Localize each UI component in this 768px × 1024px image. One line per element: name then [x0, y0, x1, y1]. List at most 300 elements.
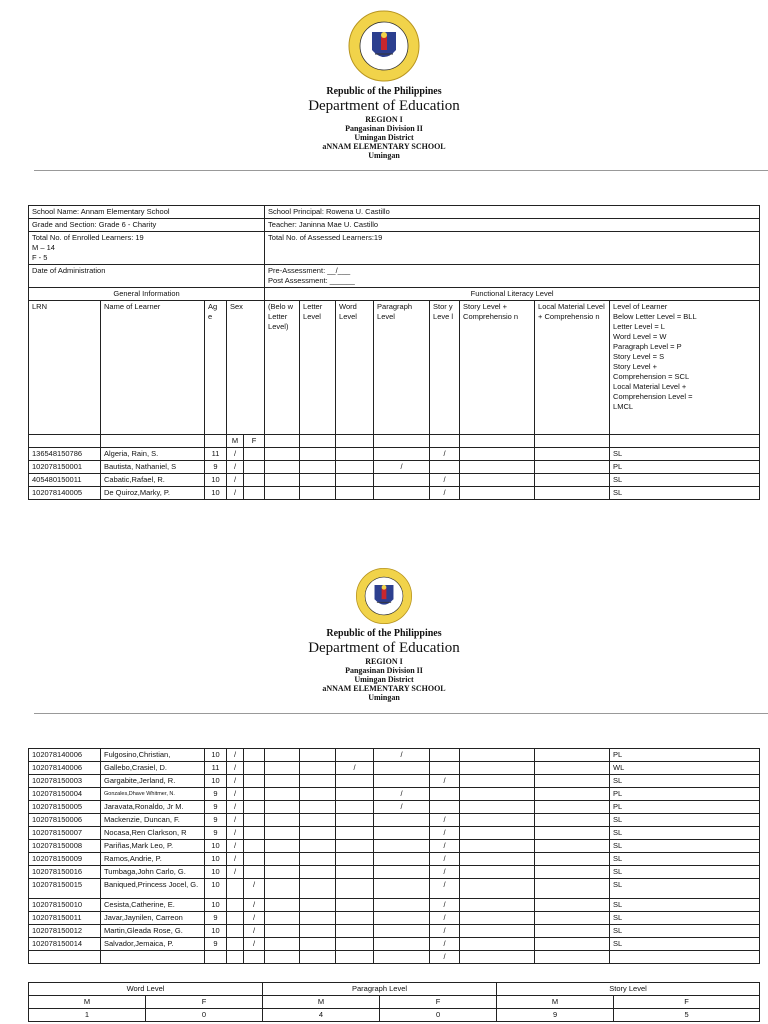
summary-value: 1 — [29, 1009, 146, 1022]
learner-name-cell: De Quiroz,Marky, P. — [101, 487, 205, 500]
summary-value: 0 — [380, 1009, 497, 1022]
sex-f-cell — [244, 814, 265, 827]
story-comp-cell — [460, 814, 535, 827]
legend-item: Story Level + — [613, 362, 658, 371]
word-cell — [336, 461, 374, 474]
summary-f: F — [614, 996, 760, 1009]
col-sex: Sex — [227, 301, 265, 435]
local-material-cell — [535, 938, 610, 951]
learner-name-cell: Jaravata,Ronaldo, Jr M. — [101, 801, 205, 814]
sex-m-cell — [227, 938, 244, 951]
header-divider — [34, 713, 768, 714]
letter-cell — [300, 775, 336, 788]
story-cell: / — [430, 866, 460, 879]
sex-m-cell: / — [227, 775, 244, 788]
story-cell — [430, 461, 460, 474]
word-cell — [336, 788, 374, 801]
sex-m-cell: / — [227, 487, 244, 500]
local-material-cell — [535, 749, 610, 762]
age-cell: 9 — [205, 814, 227, 827]
letter-cell — [300, 840, 336, 853]
col-name: Name of Learner — [101, 301, 205, 435]
learner-name-cell: Fulgosino,Christian, — [101, 749, 205, 762]
sex-f-header: F — [244, 435, 265, 448]
below-letter-cell — [265, 775, 300, 788]
sex-f-cell: / — [244, 938, 265, 951]
level-cell: SL — [610, 866, 760, 879]
story-comp-cell — [460, 749, 535, 762]
paragraph-cell — [374, 474, 430, 487]
legend-item: Word Level = W — [613, 332, 667, 341]
sex-f-cell — [244, 866, 265, 879]
paragraph-cell — [374, 951, 430, 964]
table-row — [29, 827, 760, 840]
below-letter-cell — [265, 448, 300, 461]
level-cell: SL — [610, 879, 760, 899]
level-cell: PL — [610, 801, 760, 814]
table-row — [29, 866, 760, 879]
word-cell — [336, 474, 374, 487]
below-letter-cell — [265, 879, 300, 899]
level-cell: SL — [610, 448, 760, 461]
functional-literacy-heading: Functional Literacy Level — [265, 288, 760, 301]
paragraph-cell — [374, 827, 430, 840]
paragraph-cell — [374, 899, 430, 912]
word-cell — [336, 487, 374, 500]
age-cell: 9 — [205, 827, 227, 840]
sex-m-cell — [227, 951, 244, 964]
learner-name-cell: Gallebo,Crasiel, D. — [101, 762, 205, 775]
local-material-cell — [535, 827, 610, 840]
local-material-cell — [535, 899, 610, 912]
local-material-cell — [535, 814, 610, 827]
age-cell: 10 — [205, 925, 227, 938]
story-comp-cell — [460, 775, 535, 788]
legend-item: Comprehension Level = — [613, 392, 693, 401]
age-cell: 10 — [205, 749, 227, 762]
paragraph-cell — [374, 925, 430, 938]
summary-m: M — [263, 996, 380, 1009]
level-cell: SL — [610, 840, 760, 853]
enrolled-cell — [29, 232, 265, 265]
level-cell: SL — [610, 487, 760, 500]
sex-m-cell: / — [227, 448, 244, 461]
legend-item: Local Material Level + — [613, 382, 687, 391]
lrn-cell: 102078150016 — [29, 866, 101, 879]
local-material-cell — [535, 879, 610, 899]
age-cell: 11 — [205, 448, 227, 461]
sex-f-cell — [244, 853, 265, 866]
summary-table — [28, 982, 760, 1022]
deped-seal-icon — [349, 566, 419, 626]
local-material-cell — [535, 461, 610, 474]
story-comp-cell — [460, 938, 535, 951]
local-material-cell — [535, 762, 610, 775]
lrn-cell: 102078150006 — [29, 814, 101, 827]
division-text: Pangasinan Division II — [345, 666, 423, 675]
paragraph-cell — [374, 814, 430, 827]
level-cell: SL — [610, 775, 760, 788]
story-comp-cell — [460, 899, 535, 912]
principal-cell: School Principal: Rowena U. Castillo — [265, 206, 760, 219]
story-cell: / — [430, 925, 460, 938]
letter-cell — [300, 879, 336, 899]
age-cell: 10 — [205, 899, 227, 912]
lrn-cell: 102078150012 — [29, 925, 101, 938]
col-level-legend — [610, 301, 760, 435]
learner-name-cell: Cabatic,Rafael, R. — [101, 474, 205, 487]
age-cell: 11 — [205, 762, 227, 775]
sex-f-cell — [244, 840, 265, 853]
deped-seal-icon — [344, 8, 424, 84]
paragraph-cell — [374, 853, 430, 866]
sex-m-cell: / — [227, 474, 244, 487]
sex-f-cell — [244, 951, 265, 964]
sex-f-cell — [244, 749, 265, 762]
letter-cell — [300, 487, 336, 500]
age-cell: 9 — [205, 938, 227, 951]
story-comp-cell — [460, 474, 535, 487]
age-cell: 9 — [205, 461, 227, 474]
department-title: Department of Education — [308, 640, 460, 656]
table-row — [29, 749, 760, 762]
age-cell: 10 — [205, 866, 227, 879]
lrn-cell: 102078150001 — [29, 461, 101, 474]
pre-assessment: Pre-Assessment: __/___ — [268, 266, 351, 275]
level-cell: PL — [610, 749, 760, 762]
paragraph-cell — [374, 938, 430, 951]
story-comp-cell — [460, 840, 535, 853]
town-text: Umingan — [368, 693, 400, 702]
letter-cell — [300, 749, 336, 762]
legend-item: Comprehension = SCL — [613, 372, 690, 381]
lrn-cell: 102078150015 — [29, 879, 101, 899]
legend-title: Level of Learner — [613, 302, 668, 311]
table-row — [29, 461, 760, 474]
district-text: Umingan District — [354, 675, 414, 684]
summary-m: M — [497, 996, 614, 1009]
sex-f-cell — [244, 448, 265, 461]
level-cell: SL — [610, 912, 760, 925]
story-cell: / — [430, 775, 460, 788]
assessment-dates-cell — [265, 265, 760, 288]
level-cell: WL — [610, 762, 760, 775]
story-cell: / — [430, 899, 460, 912]
below-letter-cell — [265, 801, 300, 814]
table-row — [29, 801, 760, 814]
paragraph-cell — [374, 879, 430, 899]
word-cell — [336, 925, 374, 938]
division-text: Pangasinan Division II — [345, 124, 423, 133]
level-cell — [610, 951, 760, 964]
letter-cell — [300, 801, 336, 814]
story-comp-cell — [460, 448, 535, 461]
word-cell — [336, 814, 374, 827]
school-text: aNNAM ELEMENTARY SCHOOL — [322, 684, 446, 693]
age-cell: 9 — [205, 801, 227, 814]
assessed-cell: Total No. of Assessed Learners:19 — [265, 232, 760, 265]
letter-cell — [300, 951, 336, 964]
learner-name-cell: Martin,Gleada Rose, G. — [101, 925, 205, 938]
below-letter-cell — [265, 912, 300, 925]
story-comp-cell — [460, 461, 535, 474]
lrn-cell: 102078140006 — [29, 762, 101, 775]
sex-m-cell — [227, 925, 244, 938]
sex-f-cell: / — [244, 912, 265, 925]
below-letter-cell — [265, 762, 300, 775]
word-cell — [336, 951, 374, 964]
sex-m-cell: / — [227, 749, 244, 762]
story-cell: / — [430, 951, 460, 964]
letter-cell — [300, 448, 336, 461]
word-cell — [336, 448, 374, 461]
table-row — [29, 775, 760, 788]
lrn-cell: 136548150786 — [29, 448, 101, 461]
story-cell: / — [430, 474, 460, 487]
table-row — [29, 925, 760, 938]
lrn-cell: 405480150011 — [29, 474, 101, 487]
header-divider — [34, 170, 768, 171]
story-cell: / — [430, 448, 460, 461]
enrolled-total: Total No. of Enrolled Learners: 19 — [32, 233, 144, 242]
paragraph-cell: / — [374, 801, 430, 814]
paragraph-cell — [374, 866, 430, 879]
age-cell: 10 — [205, 840, 227, 853]
story-cell: / — [430, 814, 460, 827]
letter-cell — [300, 853, 336, 866]
level-cell: SL — [610, 899, 760, 912]
table-row — [29, 448, 760, 461]
word-cell: / — [336, 762, 374, 775]
table-row — [29, 912, 760, 925]
story-comp-cell — [460, 762, 535, 775]
table-row — [29, 788, 760, 801]
legend-item: Below Letter Level = BLL — [613, 312, 697, 321]
assessment-table-1 — [28, 205, 760, 500]
level-cell: SL — [610, 827, 760, 840]
lrn-cell: 102078150011 — [29, 912, 101, 925]
summary-m: M — [29, 996, 146, 1009]
sex-f-cell — [244, 474, 265, 487]
sex-m-cell: / — [227, 762, 244, 775]
republic-text: Republic of the Philippines — [326, 628, 442, 639]
enrolled-female: F - 5 — [32, 253, 48, 262]
legend-item: Paragraph Level = P — [613, 342, 682, 351]
summary-word-level: Word Level — [29, 983, 263, 996]
summary-value: 4 — [263, 1009, 380, 1022]
word-cell — [336, 938, 374, 951]
learner-name-cell: Cesista,Catherine, E. — [101, 899, 205, 912]
col-lrn: LRN — [29, 301, 101, 435]
lrn-cell: 102078150003 — [29, 775, 101, 788]
letter-cell — [300, 912, 336, 925]
word-cell — [336, 775, 374, 788]
age-cell: 10 — [205, 474, 227, 487]
below-letter-cell — [265, 487, 300, 500]
republic-text: Republic of the Philippines — [326, 86, 442, 97]
local-material-cell — [535, 951, 610, 964]
below-letter-cell — [265, 899, 300, 912]
lrn-cell: 102078140005 — [29, 487, 101, 500]
paragraph-cell: / — [374, 749, 430, 762]
summary-value: 5 — [614, 1009, 760, 1022]
school-text: aNNAM ELEMENTARY SCHOOL — [322, 142, 446, 151]
summary-paragraph-level: Paragraph Level — [263, 983, 497, 996]
age-cell — [205, 951, 227, 964]
story-cell — [430, 801, 460, 814]
enrolled-male: M – 14 — [32, 243, 55, 252]
below-letter-cell — [265, 866, 300, 879]
level-cell: SL — [610, 474, 760, 487]
sex-m-cell — [227, 899, 244, 912]
page1-header — [0, 8, 768, 160]
date-admin-cell: Date of Administration — [29, 265, 265, 288]
sex-f-cell — [244, 487, 265, 500]
sex-f-cell — [244, 827, 265, 840]
story-cell — [430, 762, 460, 775]
general-info-heading: General Information — [29, 288, 265, 301]
story-cell — [430, 788, 460, 801]
local-material-cell — [535, 801, 610, 814]
letter-cell — [300, 788, 336, 801]
lrn-cell — [29, 951, 101, 964]
age-cell: 10 — [205, 487, 227, 500]
sex-m-cell: / — [227, 788, 244, 801]
word-cell — [336, 879, 374, 899]
learner-name-cell: Ramos,Andrie, P. — [101, 853, 205, 866]
below-letter-cell — [265, 951, 300, 964]
story-cell: / — [430, 879, 460, 899]
below-letter-cell — [265, 461, 300, 474]
col-story: Stor y Leve l — [430, 301, 460, 435]
local-material-cell — [535, 487, 610, 500]
region-text: REGION I — [365, 115, 403, 124]
level-cell: SL — [610, 814, 760, 827]
age-cell: 10 — [205, 775, 227, 788]
learner-name-cell: Javar,Jaynilen, Carreon — [101, 912, 205, 925]
paragraph-cell — [374, 840, 430, 853]
summary-value: 0 — [146, 1009, 263, 1022]
col-letter: Letter Level — [300, 301, 336, 435]
letter-cell — [300, 899, 336, 912]
letter-cell — [300, 474, 336, 487]
letter-cell — [300, 814, 336, 827]
table-row — [29, 474, 760, 487]
col-age: Ag e — [205, 301, 227, 435]
sex-f-cell — [244, 775, 265, 788]
table-row — [29, 853, 760, 866]
sex-m-cell: / — [227, 814, 244, 827]
paragraph-cell: / — [374, 788, 430, 801]
word-cell — [336, 840, 374, 853]
story-comp-cell — [460, 925, 535, 938]
region-text: REGION I — [365, 657, 403, 666]
word-cell — [336, 899, 374, 912]
col-local-material: Local Material Level + Comprehensio n — [535, 301, 610, 435]
sex-m-cell: / — [227, 866, 244, 879]
learner-name-cell: Bautista, Nathaniel, S — [101, 461, 205, 474]
story-comp-cell — [460, 879, 535, 899]
learner-name-cell: Tumbaga,John Carlo, G. — [101, 866, 205, 879]
word-cell — [336, 853, 374, 866]
story-comp-cell — [460, 866, 535, 879]
paragraph-cell — [374, 775, 430, 788]
post-assessment: Post Assessment: ______ — [268, 276, 355, 285]
teacher-cell: Teacher: Janinna Mae U. Castillo — [265, 219, 760, 232]
story-cell: / — [430, 487, 460, 500]
story-cell: / — [430, 938, 460, 951]
col-below-letter: (Belo w Letter Level) — [265, 301, 300, 435]
level-cell: PL — [610, 788, 760, 801]
table-row — [29, 487, 760, 500]
legend-item: Letter Level = L — [613, 322, 665, 331]
page2-header — [0, 566, 768, 702]
local-material-cell — [535, 853, 610, 866]
local-material-cell — [535, 474, 610, 487]
sex-m-cell: / — [227, 827, 244, 840]
level-cell: SL — [610, 938, 760, 951]
sex-f-cell — [244, 788, 265, 801]
below-letter-cell — [265, 788, 300, 801]
letter-cell — [300, 762, 336, 775]
story-cell: / — [430, 840, 460, 853]
table-row — [29, 899, 760, 912]
lrn-cell: 102078150009 — [29, 853, 101, 866]
level-cell: SL — [610, 853, 760, 866]
summary-f: F — [380, 996, 497, 1009]
story-cell: / — [430, 912, 460, 925]
sex-m-cell: / — [227, 461, 244, 474]
story-comp-cell — [460, 801, 535, 814]
lrn-cell: 102078140006 — [29, 749, 101, 762]
sex-m-cell — [227, 912, 244, 925]
age-cell: 9 — [205, 788, 227, 801]
letter-cell — [300, 925, 336, 938]
letter-cell — [300, 827, 336, 840]
level-cell: PL — [610, 461, 760, 474]
below-letter-cell — [265, 853, 300, 866]
learner-name-cell: Nocasa,Ren Clarkson, R — [101, 827, 205, 840]
legend-item: LMCL — [613, 402, 634, 411]
district-text: Umingan District — [354, 133, 414, 142]
summary-f: F — [146, 996, 263, 1009]
below-letter-cell — [265, 474, 300, 487]
story-cell: / — [430, 827, 460, 840]
word-cell — [336, 912, 374, 925]
below-letter-cell — [265, 840, 300, 853]
below-letter-cell — [265, 925, 300, 938]
local-material-cell — [535, 866, 610, 879]
sex-m-cell: / — [227, 853, 244, 866]
learner-name-cell: Gargabite,Jerland, R. — [101, 775, 205, 788]
word-cell — [336, 866, 374, 879]
story-comp-cell — [460, 951, 535, 964]
paragraph-cell — [374, 448, 430, 461]
learner-name-cell: Salvador,Jemaica, P. — [101, 938, 205, 951]
letter-cell — [300, 461, 336, 474]
learner-name-cell: Pariñas,Mark Leo, P. — [101, 840, 205, 853]
sex-m-cell: / — [227, 840, 244, 853]
grade-section-cell: Grade and Section: Grade 6 - Charity — [29, 219, 265, 232]
below-letter-cell — [265, 814, 300, 827]
learner-name-cell: Mackenzie, Duncan, F. — [101, 814, 205, 827]
col-word: Word Level — [336, 301, 374, 435]
lrn-cell: 102078150005 — [29, 801, 101, 814]
story-comp-cell — [460, 853, 535, 866]
lrn-cell: 102078150008 — [29, 840, 101, 853]
local-material-cell — [535, 775, 610, 788]
table-row — [29, 951, 760, 964]
